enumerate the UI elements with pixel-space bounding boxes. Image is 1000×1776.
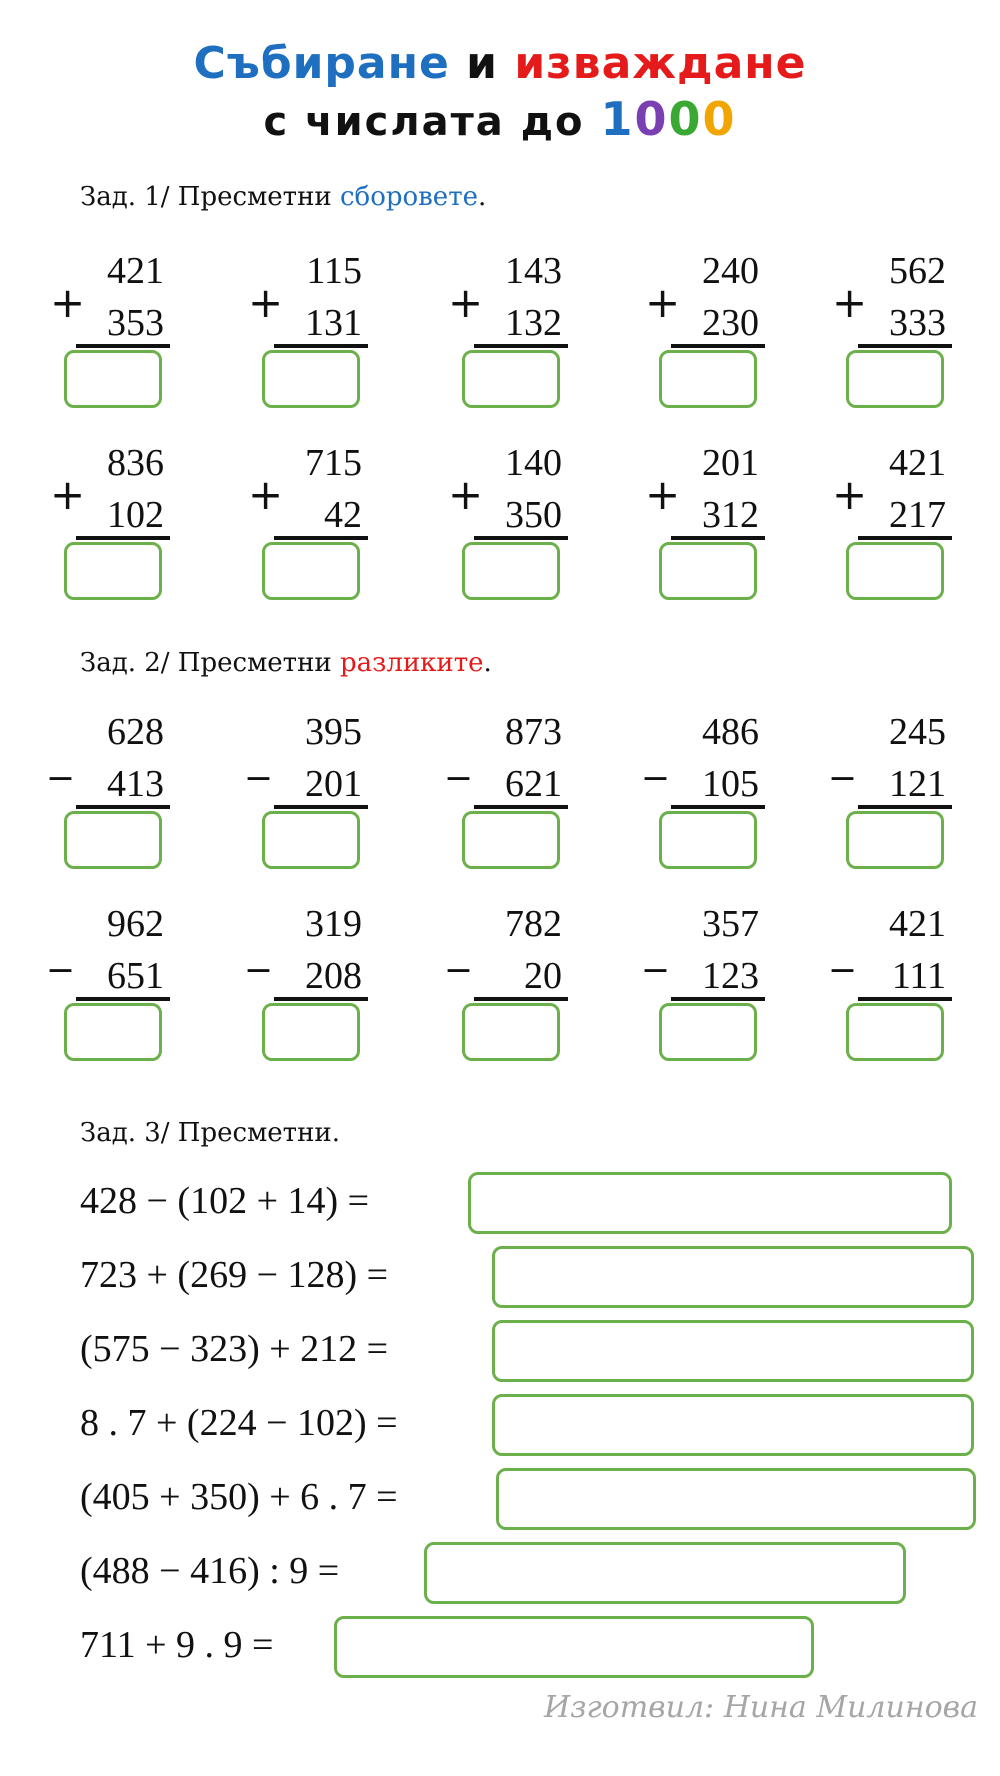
subtraction-result-line bbox=[671, 997, 765, 1001]
subtraction-problem bbox=[248, 905, 378, 1105]
addition-result-line bbox=[76, 344, 170, 348]
addition-sign: + bbox=[645, 278, 681, 327]
subtraction-answer-box[interactable] bbox=[462, 811, 560, 869]
addition-second-number: 230 bbox=[702, 302, 759, 344]
expression-answer-box[interactable] bbox=[334, 1616, 814, 1678]
subtraction-problem bbox=[50, 713, 180, 913]
addition-first-number: 140 bbox=[505, 442, 562, 484]
subtraction-result-line bbox=[671, 805, 765, 809]
addition-answer-box[interactable] bbox=[659, 542, 757, 600]
subtraction-answer-box[interactable] bbox=[64, 811, 162, 869]
subtraction-result-line bbox=[274, 997, 368, 1001]
addition-answer-box[interactable] bbox=[262, 350, 360, 408]
title-word-and: и bbox=[466, 38, 498, 89]
addition-answer-box[interactable] bbox=[262, 542, 360, 600]
expression-answer-box[interactable] bbox=[492, 1320, 974, 1382]
task2-highlight: разликите bbox=[340, 648, 484, 678]
addition-result-line bbox=[858, 344, 952, 348]
addition-problem bbox=[832, 444, 962, 644]
subtraction-answer-box[interactable] bbox=[262, 811, 360, 869]
task3-heading: Зад. 3/ Пресметни. bbox=[80, 1118, 340, 1148]
addition-first-number: 201 bbox=[702, 442, 759, 484]
title-digit: 0 bbox=[634, 92, 669, 146]
subtraction-second-number: 651 bbox=[107, 955, 164, 997]
title-digit: 1 bbox=[600, 92, 635, 146]
addition-sign: + bbox=[645, 470, 681, 519]
subtraction-answer-box[interactable] bbox=[659, 811, 757, 869]
addition-first-number: 240 bbox=[702, 250, 759, 292]
task2-end: . bbox=[483, 648, 492, 678]
addition-second-number: 333 bbox=[889, 302, 946, 344]
expression-text: 723 + (269 − 128) = bbox=[80, 1254, 389, 1296]
addition-sign: + bbox=[248, 470, 284, 519]
subtraction-sign: _ bbox=[50, 731, 71, 780]
addition-second-number: 132 bbox=[505, 302, 562, 344]
subtraction-first-number: 395 bbox=[305, 711, 362, 753]
expression-answer-box[interactable] bbox=[492, 1246, 974, 1308]
subtraction-problem bbox=[248, 713, 378, 913]
addition-result-line bbox=[671, 344, 765, 348]
subtraction-second-number: 20 bbox=[524, 955, 562, 997]
addition-answer-box[interactable] bbox=[846, 542, 944, 600]
subtraction-second-number: 621 bbox=[505, 763, 562, 805]
addition-result-line bbox=[474, 344, 568, 348]
addition-second-number: 102 bbox=[107, 494, 164, 536]
subtraction-result-line bbox=[76, 997, 170, 1001]
subtraction-result-line bbox=[474, 805, 568, 809]
addition-problem bbox=[248, 252, 378, 452]
subtraction-first-number: 782 bbox=[505, 903, 562, 945]
subtraction-first-number: 245 bbox=[889, 711, 946, 753]
subtraction-sign: _ bbox=[50, 923, 71, 972]
subtraction-result-line bbox=[474, 997, 568, 1001]
addition-second-number: 312 bbox=[702, 494, 759, 536]
subtraction-sign: _ bbox=[645, 923, 666, 972]
title-number bbox=[600, 92, 736, 146]
addition-problem bbox=[645, 444, 775, 644]
subtraction-second-number: 413 bbox=[107, 763, 164, 805]
addition-second-number: 42 bbox=[324, 494, 362, 536]
addition-sign: + bbox=[832, 470, 868, 519]
subtraction-result-line bbox=[76, 805, 170, 809]
subtraction-problem bbox=[832, 713, 962, 913]
addition-result-line bbox=[274, 344, 368, 348]
expression-answer-box[interactable] bbox=[496, 1468, 976, 1530]
subtraction-first-number: 357 bbox=[702, 903, 759, 945]
subtraction-first-number: 421 bbox=[889, 903, 946, 945]
title-digit: 0 bbox=[702, 92, 737, 146]
worksheet-title-line1 bbox=[0, 38, 1000, 89]
title-word-addition: Събиране bbox=[193, 38, 450, 89]
addition-first-number: 115 bbox=[306, 250, 362, 292]
subtraction-sign: _ bbox=[448, 923, 469, 972]
subtraction-second-number: 121 bbox=[889, 763, 946, 805]
addition-answer-box[interactable] bbox=[462, 542, 560, 600]
addition-first-number: 562 bbox=[889, 250, 946, 292]
addition-first-number: 421 bbox=[107, 250, 164, 292]
worksheet-title-line2 bbox=[0, 92, 1000, 146]
subtraction-sign: _ bbox=[248, 731, 269, 780]
title-word-subtraction: изваждане bbox=[514, 38, 807, 89]
subtraction-first-number: 628 bbox=[107, 711, 164, 753]
addition-problem bbox=[50, 444, 180, 644]
addition-result-line bbox=[474, 536, 568, 540]
subtraction-sign: _ bbox=[832, 731, 853, 780]
subtraction-problem bbox=[448, 713, 578, 913]
expression-text: (488 − 416) : 9 = bbox=[80, 1550, 340, 1592]
subtraction-answer-box[interactable] bbox=[262, 1003, 360, 1061]
addition-problem bbox=[832, 252, 962, 452]
author-footer: Изготвил: Нина Милинова bbox=[543, 1690, 978, 1725]
addition-sign: + bbox=[50, 278, 86, 327]
addition-result-line bbox=[671, 536, 765, 540]
subtraction-problem bbox=[448, 905, 578, 1105]
task1-highlight: сборовете bbox=[340, 182, 478, 212]
task2-label: Зад. 2/ Пресметни bbox=[80, 648, 340, 678]
addition-second-number: 131 bbox=[305, 302, 362, 344]
subtraction-second-number: 201 bbox=[305, 763, 362, 805]
subtraction-sign: _ bbox=[832, 923, 853, 972]
addition-sign: + bbox=[248, 278, 284, 327]
subtraction-sign: _ bbox=[248, 923, 269, 972]
addition-answer-box[interactable] bbox=[64, 350, 162, 408]
subtraction-answer-box[interactable] bbox=[846, 811, 944, 869]
addition-problem bbox=[248, 444, 378, 644]
subtraction-result-line bbox=[858, 997, 952, 1001]
subtraction-answer-box[interactable] bbox=[462, 1003, 560, 1061]
subtraction-problem bbox=[645, 905, 775, 1105]
task1-end: . bbox=[477, 182, 487, 212]
subtraction-result-line bbox=[858, 805, 952, 809]
expression-text: (405 + 350) + 6 . 7 = bbox=[80, 1476, 398, 1518]
title-digit: 0 bbox=[668, 92, 703, 146]
addition-answer-box[interactable] bbox=[846, 350, 944, 408]
addition-second-number: 350 bbox=[505, 494, 562, 536]
addition-result-line bbox=[76, 536, 170, 540]
subtraction-second-number: 111 bbox=[891, 955, 946, 997]
addition-answer-box[interactable] bbox=[659, 350, 757, 408]
expression-answer-box[interactable] bbox=[468, 1172, 952, 1234]
task1-label: Зад. 1/ Пресметни bbox=[80, 182, 340, 212]
addition-sign: + bbox=[832, 278, 868, 327]
addition-sign: + bbox=[448, 470, 484, 519]
task1-heading bbox=[80, 182, 486, 212]
addition-problem bbox=[448, 444, 578, 644]
addition-first-number: 836 bbox=[107, 442, 164, 484]
addition-result-line bbox=[274, 536, 368, 540]
title-line2-text: с числата до bbox=[263, 99, 585, 145]
addition-answer-box[interactable] bbox=[64, 542, 162, 600]
subtraction-answer-box[interactable] bbox=[846, 1003, 944, 1061]
subtraction-second-number: 123 bbox=[702, 955, 759, 997]
subtraction-first-number: 319 bbox=[305, 903, 362, 945]
subtraction-first-number: 486 bbox=[702, 711, 759, 753]
subtraction-answer-box[interactable] bbox=[659, 1003, 757, 1061]
addition-first-number: 715 bbox=[305, 442, 362, 484]
task2-heading bbox=[80, 648, 492, 678]
subtraction-sign: _ bbox=[645, 731, 666, 780]
expression-answer-box[interactable] bbox=[492, 1394, 974, 1456]
addition-problem bbox=[448, 252, 578, 452]
addition-problem bbox=[50, 252, 180, 452]
addition-sign: + bbox=[50, 470, 86, 519]
subtraction-problem bbox=[50, 905, 180, 1105]
subtraction-result-line bbox=[274, 805, 368, 809]
addition-first-number: 421 bbox=[889, 442, 946, 484]
addition-second-number: 217 bbox=[889, 494, 946, 536]
subtraction-first-number: 962 bbox=[107, 903, 164, 945]
subtraction-answer-box[interactable] bbox=[64, 1003, 162, 1061]
subtraction-sign: _ bbox=[448, 731, 469, 780]
addition-sign: + bbox=[448, 278, 484, 327]
expression-text: (575 − 323) + 212 = bbox=[80, 1328, 389, 1370]
expression-text: 428 − (102 + 14) = bbox=[80, 1180, 370, 1222]
subtraction-problem bbox=[832, 905, 962, 1105]
addition-problem bbox=[645, 252, 775, 452]
addition-second-number: 353 bbox=[107, 302, 164, 344]
expression-text: 711 + 9 . 9 = bbox=[80, 1624, 274, 1666]
expression-answer-box[interactable] bbox=[424, 1542, 906, 1604]
addition-result-line bbox=[858, 536, 952, 540]
addition-answer-box[interactable] bbox=[462, 350, 560, 408]
subtraction-first-number: 873 bbox=[505, 711, 562, 753]
subtraction-problem bbox=[645, 713, 775, 913]
subtraction-second-number: 105 bbox=[702, 763, 759, 805]
subtraction-second-number: 208 bbox=[305, 955, 362, 997]
expression-text: 8 . 7 + (224 − 102) = bbox=[80, 1402, 398, 1444]
addition-first-number: 143 bbox=[505, 250, 562, 292]
